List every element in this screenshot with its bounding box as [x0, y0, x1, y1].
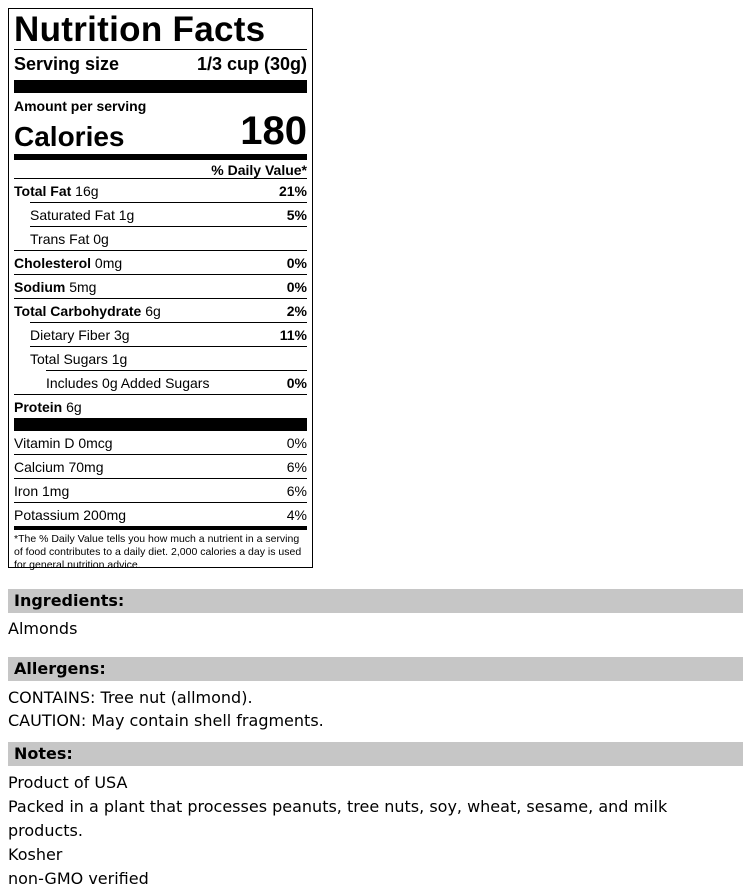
allergen-line: CONTAINS: Tree nut (allmond).: [8, 688, 253, 707]
vitamin-dv: 0%: [286, 435, 307, 451]
nutrient-dv: 2%: [286, 303, 307, 319]
calories-label: Calories: [14, 121, 125, 152]
nutrient-row-total-fat: [14, 178, 307, 202]
nutrient-row-sodium: [14, 274, 307, 298]
nutrient-name: Total Sugars 1g: [30, 351, 128, 367]
nutrient-amount: 5mg: [65, 279, 97, 295]
nutrient-row-added-sugars: [46, 370, 307, 394]
allergens-section: [8, 657, 743, 732]
ingredients-heading: Ingredients:: [8, 589, 743, 613]
nutrient-row-total-sugars: [30, 346, 307, 370]
vitamin-row-potassium: [14, 502, 307, 526]
vitamin-dv: 4%: [286, 507, 307, 523]
note-line: Kosher: [8, 845, 63, 864]
nutrient-dv: 0%: [286, 255, 307, 271]
vitamin-row-calcium: [14, 454, 307, 478]
vitamin-name: Vitamin D 0mcg: [14, 435, 113, 451]
vitamin-name: Potassium 200mg: [14, 507, 127, 523]
nutrient-row-trans-fat: [30, 226, 307, 250]
nutrient-dv: 21%: [278, 183, 307, 199]
note-line: Packed in a plant that processes peanuts, tree nuts, soy, wheat, sesame, and milk products.: [8, 797, 668, 840]
nutrient-dv: 5%: [286, 207, 307, 223]
nutrient-name: Total Carbohydrate: [14, 303, 142, 319]
serving-size-row: [14, 49, 307, 76]
nutrient-dv: 0%: [286, 279, 307, 295]
nutrient-name: Total Fat: [14, 183, 72, 199]
vitamin-dv: 6%: [286, 483, 307, 499]
daily-value-header: % Daily Value*: [211, 162, 307, 178]
note-line: Product of USA: [8, 773, 128, 792]
nutrition-facts-label: [8, 8, 313, 571]
nutrient-row-saturated-fat: [30, 202, 307, 226]
nutrient-row-total-carbohydrate: [14, 298, 307, 322]
vitamin-name: Calcium 70mg: [14, 459, 104, 475]
notes-body: [8, 766, 743, 891]
nutrient-name: Includes 0g Added Sugars: [46, 375, 210, 391]
nutrient-amount: 0mg: [91, 255, 123, 271]
nutrient-name: Dietary Fiber 3g: [30, 327, 130, 343]
vitamin-name: Iron 1mg: [14, 483, 70, 499]
nutrient-amount: 6g: [62, 399, 82, 415]
ingredients-section: [8, 589, 743, 641]
vitamin-row-vitamin-d: [14, 431, 307, 454]
nutrient-name: Trans Fat 0g: [30, 231, 109, 247]
nutrient-name: Saturated Fat 1g: [30, 207, 135, 223]
notes-heading: Notes:: [8, 742, 743, 766]
thick-divider: [14, 418, 307, 431]
allergens-heading: Allergens:: [8, 657, 743, 681]
calories-value: 180: [240, 109, 307, 153]
nutrient-amount: 6g: [141, 303, 161, 319]
notes-section: [8, 742, 743, 891]
nutrient-amount: 16g: [71, 183, 99, 199]
nutrient-name: Sodium: [14, 279, 66, 295]
nutrient-name: Cholesterol: [14, 255, 92, 271]
nutrient-dv: 11%: [279, 327, 307, 343]
amount-per-serving: Amount per serving: [14, 98, 147, 114]
serving-size-value: 1/3 cup (30g): [196, 54, 307, 74]
nutrient-name: Protein: [14, 399, 63, 415]
ingredients-body: [8, 613, 743, 641]
vitamin-row-iron: [14, 478, 307, 502]
nutrient-row-protein: [14, 394, 307, 418]
nutrient-dv: 0%: [286, 375, 307, 391]
nutrient-row-cholesterol: [14, 250, 307, 274]
nutrition-facts-title: Nutrition Facts: [14, 10, 266, 49]
allergens-body: [8, 681, 743, 732]
note-line: non-GMO verified: [8, 869, 149, 888]
daily-value-footnote: *The % Daily Value tells you how much a nutrient in a serving of food contributes to a daily diet. 2,000 calories a day is used for general nutrition advice.: [14, 526, 307, 572]
ingredient-line: Almonds: [8, 619, 78, 638]
serving-size-label: Serving size: [14, 54, 120, 74]
allergen-line: CAUTION: May contain shell fragments.: [8, 711, 324, 730]
calories-row: [14, 109, 307, 153]
vitamin-dv: 6%: [286, 459, 307, 475]
thick-divider: [14, 80, 307, 93]
nutrient-row-dietary-fiber: [30, 322, 307, 346]
